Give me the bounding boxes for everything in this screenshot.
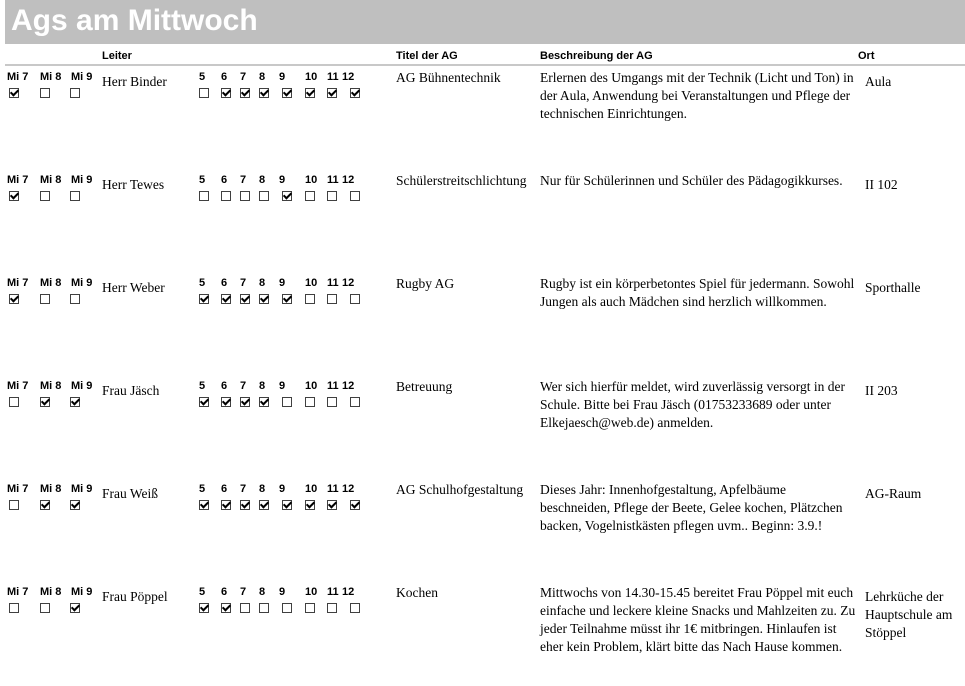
slot-label: Mi 8 [40, 380, 62, 392]
ag-description: Rugby ist ein körperbetontes Spiel für jedermann. Sowohl Jungen als auch Mädchen sind herzlich willkommen. [540, 276, 855, 309]
grade-label: 6 [221, 174, 228, 186]
slot-checkbox[interactable] [9, 397, 19, 407]
slot-label: Mi 7 [7, 586, 29, 598]
grade-checkbox[interactable] [199, 397, 209, 407]
ag-title: AG Bühnentechnik [396, 70, 501, 85]
slot-label: Mi 9 [71, 71, 93, 83]
grade-checkbox[interactable] [327, 294, 337, 304]
grade-checkbox[interactable] [221, 88, 231, 98]
grade-checkbox[interactable] [259, 397, 269, 407]
leiter-name: Frau Weiß [102, 486, 159, 501]
grade-label: 10 [305, 174, 318, 186]
grade-label: 11 [327, 380, 339, 392]
grade-label: 6 [221, 71, 228, 83]
title-bar [5, 0, 965, 44]
grade-label: 10 [305, 277, 318, 289]
slot-label: Mi 9 [71, 174, 93, 186]
grade-label: 8 [259, 483, 266, 495]
slot-checkbox[interactable] [70, 294, 80, 304]
ag-description: Mittwochs von 14.30-15.45 bereitet Frau Pöppel mit euch einfache und leckere kleine Snacks und Mahlzeiten zu. Zu jeder Teilnahme müsst ihr 1€ mitbringen. Hinlaufen ist eher kein Problem, klärt bitte das Nach Hause kommen. [540, 585, 856, 654]
grade-checkbox[interactable] [240, 397, 250, 407]
grade-checkbox[interactable] [282, 191, 292, 201]
ag-description: Erlernen des Umgangs mit der Technik (Licht und Ton) in der Aula, Anwendung bei Veranstaltungen und Pflege der technischen Einrichtungen. [540, 70, 854, 121]
grade-checkbox[interactable] [282, 294, 292, 304]
slot-label: Mi 8 [40, 174, 62, 186]
grade-label: 9 [279, 71, 286, 83]
grade-checkbox[interactable] [282, 397, 292, 407]
grade-label: 11 [327, 174, 339, 186]
grade-label: 9 [279, 380, 286, 392]
grade-checkbox[interactable] [350, 191, 360, 201]
grade-checkbox[interactable] [282, 88, 292, 98]
ag-title: Rugby AG [396, 276, 455, 291]
grade-checkbox[interactable] [282, 500, 292, 510]
page-title: Ags am Mittwoch [11, 4, 258, 37]
slot-checkbox[interactable] [40, 500, 50, 510]
slot-label: Mi 8 [40, 586, 62, 598]
grade-checkbox[interactable] [221, 603, 231, 613]
grade-label: 7 [240, 277, 247, 289]
grade-checkbox[interactable] [327, 88, 337, 98]
slot-label: Mi 9 [71, 277, 93, 289]
header-leiter: Leiter [102, 50, 132, 62]
ag-description: Dieses Jahr: Innenhofgestaltung, Apfelbäume beschneiden, Pflege der Beete, Gelee kochen, Plätzchen backen, Vogelnistkästen pflegen uvm.. Beginn: 3.9.! [540, 482, 843, 533]
slot-checkbox[interactable] [9, 500, 19, 510]
grade-label: 9 [279, 586, 286, 598]
ag-row [0, 584, 965, 686]
ag-location: Aula [865, 74, 892, 89]
grade-checkbox[interactable] [350, 88, 360, 98]
header-beschreibung: Beschreibung der AG [540, 50, 653, 62]
grade-label: 12 [342, 380, 355, 392]
grade-checkbox[interactable] [350, 500, 360, 510]
slot-label: Mi 9 [71, 586, 93, 598]
slot-checkbox[interactable] [9, 88, 19, 98]
grade-label: 6 [221, 483, 228, 495]
grade-label: 11 [327, 586, 339, 598]
slot-label: Mi 7 [7, 71, 29, 83]
ag-title: AG Schulhofgestaltung [396, 482, 524, 497]
grade-label: 8 [259, 174, 266, 186]
header-divider [5, 64, 965, 66]
slot-checkbox[interactable] [9, 603, 19, 613]
ag-description: Nur für Schülerinnen und Schüler des Pädagogikkurses. [540, 173, 843, 188]
grade-checkbox[interactable] [221, 294, 231, 304]
grade-label: 9 [279, 483, 286, 495]
grade-label: 10 [305, 71, 318, 83]
grade-checkbox[interactable] [221, 191, 231, 201]
ag-row [0, 275, 965, 377]
grade-label: 8 [259, 71, 266, 83]
grade-label: 10 [305, 380, 318, 392]
grade-checkbox[interactable] [305, 397, 315, 407]
grade-label: 6 [221, 586, 228, 598]
grade-label: 5 [199, 277, 206, 289]
grade-label: 7 [240, 380, 247, 392]
grade-checkbox[interactable] [259, 88, 269, 98]
slot-label: Mi 8 [40, 483, 62, 495]
slot-label: Mi 7 [7, 277, 29, 289]
grade-label: 5 [199, 483, 206, 495]
grade-label: 9 [279, 277, 286, 289]
slot-checkbox[interactable] [70, 397, 80, 407]
slot-checkbox[interactable] [40, 397, 50, 407]
grade-label: 12 [342, 174, 355, 186]
slot-checkbox[interactable] [40, 191, 50, 201]
grade-checkbox[interactable] [240, 294, 250, 304]
grade-checkbox[interactable] [240, 500, 250, 510]
grade-checkbox[interactable] [240, 603, 250, 613]
grade-label: 8 [259, 586, 266, 598]
grade-label: 5 [199, 380, 206, 392]
header-ort: Ort [858, 50, 875, 62]
grade-checkbox[interactable] [259, 191, 269, 201]
grade-label: 12 [342, 483, 355, 495]
ag-title: Betreuung [396, 379, 453, 394]
ag-row [0, 172, 965, 274]
grade-label: 12 [342, 586, 355, 598]
ag-location: II 203 [865, 383, 898, 398]
grade-checkbox[interactable] [199, 294, 209, 304]
grade-checkbox[interactable] [305, 500, 315, 510]
slot-label: Mi 7 [7, 174, 29, 186]
grade-label: 8 [259, 380, 266, 392]
grade-label: 6 [221, 277, 228, 289]
grade-label: 5 [199, 71, 206, 83]
slot-checkbox[interactable] [70, 603, 80, 613]
leiter-name: Frau Pöppel [102, 589, 168, 604]
slot-label: Mi 7 [7, 483, 29, 495]
ag-location: Sporthalle [865, 280, 921, 295]
ag-row [0, 481, 965, 583]
grade-checkbox[interactable] [199, 500, 209, 510]
slot-label: Mi 8 [40, 277, 62, 289]
grade-checkbox[interactable] [282, 603, 292, 613]
slot-checkbox[interactable] [9, 294, 19, 304]
slot-label: Mi 9 [71, 380, 93, 392]
grade-label: 8 [259, 277, 266, 289]
grade-checkbox[interactable] [259, 500, 269, 510]
slot-checkbox[interactable] [70, 191, 80, 201]
grade-checkbox[interactable] [327, 191, 337, 201]
grade-checkbox[interactable] [327, 603, 337, 613]
ag-location: Lehrküche der Hauptschule am Stöppel [865, 589, 953, 640]
ag-location: AG-Raum [865, 486, 922, 501]
grade-checkbox[interactable] [259, 603, 269, 613]
grade-checkbox[interactable] [350, 294, 360, 304]
grade-checkbox[interactable] [199, 603, 209, 613]
grade-checkbox[interactable] [199, 191, 209, 201]
ag-row [0, 69, 965, 171]
grade-label: 7 [240, 586, 247, 598]
slot-checkbox[interactable] [9, 191, 19, 201]
grade-checkbox[interactable] [350, 397, 360, 407]
grade-checkbox[interactable] [305, 88, 315, 98]
grade-checkbox[interactable] [240, 191, 250, 201]
grade-checkbox[interactable] [305, 294, 315, 304]
slot-label: Mi 8 [40, 71, 62, 83]
grade-label: 11 [327, 71, 339, 83]
slot-checkbox[interactable] [40, 88, 50, 98]
grade-checkbox[interactable] [327, 397, 337, 407]
grade-label: 12 [342, 71, 355, 83]
grade-checkbox[interactable] [221, 397, 231, 407]
leiter-name: Herr Weber [102, 280, 165, 295]
leiter-name: Herr Binder [102, 74, 167, 89]
ag-title: Kochen [396, 585, 438, 600]
ag-description: Wer sich hierfür meldet, wird zuverlässig versorgt in der Schule. Bitte bei Frau Jäsch (01753233689 oder unter Elkejaesch@web.de) anmelden. [540, 379, 845, 430]
grade-label: 7 [240, 483, 247, 495]
grade-checkbox[interactable] [305, 603, 315, 613]
grade-label: 11 [327, 483, 339, 495]
grade-checkbox[interactable] [350, 603, 360, 613]
grade-label: 12 [342, 277, 355, 289]
slot-checkbox[interactable] [40, 294, 50, 304]
grade-checkbox[interactable] [327, 500, 337, 510]
grade-checkbox[interactable] [305, 191, 315, 201]
grade-label: 5 [199, 586, 206, 598]
grade-label: 6 [221, 380, 228, 392]
leiter-name: Herr Tewes [102, 177, 165, 192]
grade-label: 5 [199, 174, 206, 186]
grade-checkbox[interactable] [199, 88, 209, 98]
grade-label: 10 [305, 586, 318, 598]
grade-label: 11 [327, 277, 339, 289]
ag-location: II 102 [865, 177, 898, 192]
grade-checkbox[interactable] [240, 88, 250, 98]
ag-title: Schülerstreitschlichtung [396, 173, 527, 188]
grade-label: 9 [279, 174, 286, 186]
slot-label: Mi 7 [7, 380, 29, 392]
grade-checkbox[interactable] [259, 294, 269, 304]
grade-checkbox[interactable] [221, 500, 231, 510]
grade-label: 7 [240, 174, 247, 186]
grade-label: 10 [305, 483, 318, 495]
grade-label: 7 [240, 71, 247, 83]
slot-checkbox[interactable] [70, 500, 80, 510]
slot-checkbox[interactable] [70, 88, 80, 98]
slot-label: Mi 9 [71, 483, 93, 495]
header-titel: Titel der AG [396, 50, 458, 62]
slot-checkbox[interactable] [40, 603, 50, 613]
leiter-name: Frau Jäsch [102, 383, 160, 398]
ag-row [0, 378, 965, 480]
